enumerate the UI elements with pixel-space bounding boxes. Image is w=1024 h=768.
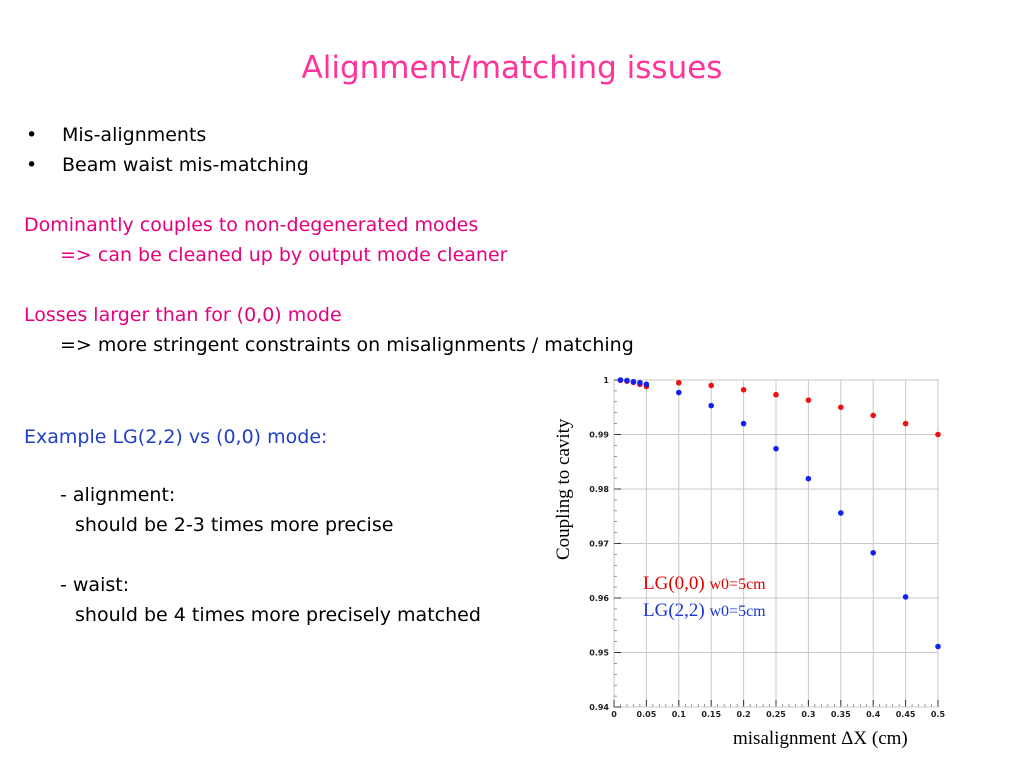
y-tick-label: 0.95 [589,648,609,658]
data-point-lg22 [773,446,779,452]
data-point-lg22 [708,403,714,409]
data-point-lg22 [637,380,643,386]
y-axis-label: Coupling to cavity [553,418,574,560]
x-tick-label: 0.45 [895,710,916,719]
data-point-lg00 [708,383,714,389]
data-point-lg22 [903,594,909,600]
slide-title: Alignment/matching issues [301,50,723,86]
data-point-lg22 [631,379,637,385]
y-tick-label: 0.94 [589,703,609,712]
x-tick-label: 0.5 [930,710,946,719]
bullet-marker: • [26,124,38,146]
bullet-beam-waist: Beam waist mis-matching [62,154,309,176]
legend-lg00 [643,573,766,595]
legend-lg22-main: LG(2,2) [643,600,705,621]
data-point-lg00 [903,421,909,427]
data-point-lg00 [870,413,876,419]
x-tick-label: 0.35 [830,710,851,719]
y-tick-label: 0.97 [589,539,609,549]
y-tick-label: 0.99 [589,430,609,440]
coupling-chart [548,376,968,766]
y-tick-label: 0.98 [589,485,609,494]
x-tick-label: 0.05 [636,710,657,719]
x-tick-label: 0.4 [866,710,881,719]
x-tick-label: 0.15 [701,710,722,719]
data-point-lg00 [838,404,844,410]
x-tick-label: 0.3 [801,710,816,719]
data-point-lg22 [806,476,812,482]
data-point-lg00 [935,432,941,438]
data-point-lg22 [838,510,844,516]
data-point-lg22 [644,382,650,388]
y-tick-label: 0.96 [589,594,609,603]
bullet-mis-alignments: Mis-alignments [62,124,207,146]
bullet-marker: • [26,154,38,176]
data-point-lg22 [624,378,630,384]
example-heading: Example LG(2,2) vs (0,0) mode: [24,426,328,448]
data-point-lg22 [935,644,941,650]
data-point-lg00 [806,397,812,403]
x-tick-label: 0.25 [766,710,786,719]
legend-lg22 [643,600,766,622]
x-tick-label: 0.1 [671,710,686,719]
x-axis-label: misalignment ΔX (cm) [733,728,908,749]
data-point-lg00 [741,387,747,393]
legend-lg00-main: LG(0,0) [643,573,705,594]
x-tick-label: 0.2 [736,710,751,719]
x-tick-label: 0 [611,710,617,719]
alignment-body: should be 2-3 times more precise [75,514,394,536]
para2-line1: Losses larger than for (0,0) mode [24,304,342,326]
data-point-lg00 [676,380,682,386]
para1-line2: => can be cleaned up by output mode cleaner [60,244,508,266]
data-point-lg22 [676,390,682,396]
para1-line1: Dominantly couples to non-degenerated modes [24,214,479,236]
data-point-lg22 [618,377,624,383]
para2-line2: => more stringent constraints on misalignments / matching [60,334,634,356]
legend-lg22-sub: w0=5cm [709,603,766,620]
waist-head: - waist: [60,574,130,596]
legend-lg00-sub: w0=5cm [709,576,766,593]
data-point-lg22 [741,421,747,427]
alignment-head: - alignment: [60,484,176,506]
chart-svg [548,376,968,766]
data-point-lg00 [773,392,779,398]
y-tick-label: 1 [603,376,609,385]
waist-body: should be 4 times more precisely matched [75,604,481,626]
data-point-lg22 [870,550,876,556]
